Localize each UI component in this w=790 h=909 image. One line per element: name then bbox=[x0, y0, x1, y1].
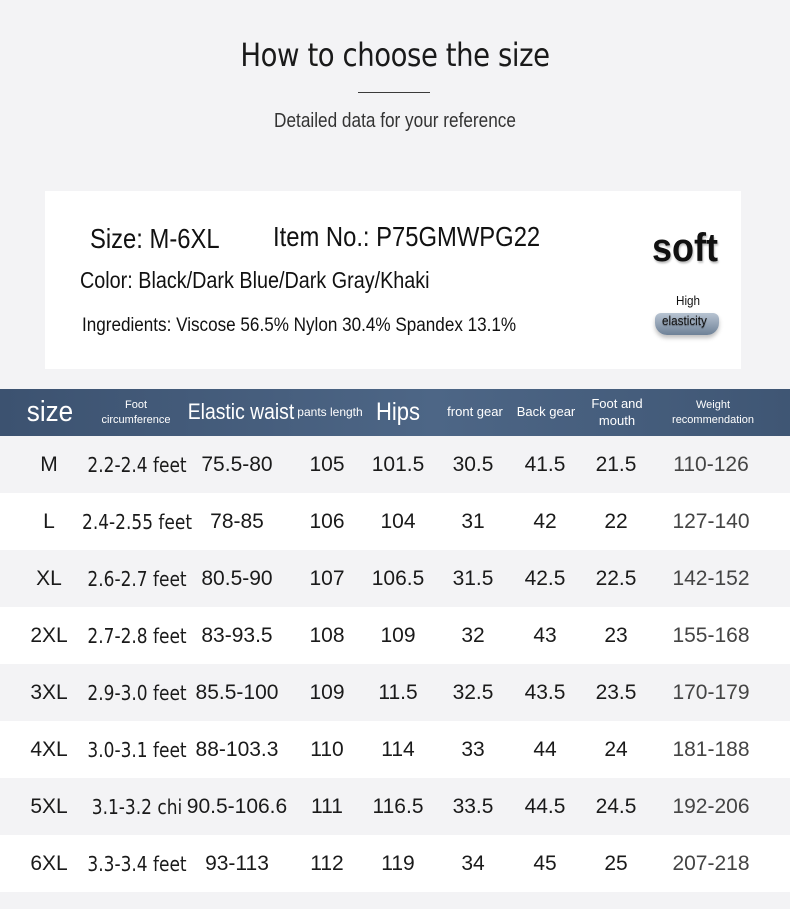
ingredients: Ingredients: Viscose 56.5% Nylon 30.4% Spandex 13.1% bbox=[82, 315, 517, 336]
cell-elastic-waist: 75.5-80 bbox=[201, 452, 273, 476]
cell-hips: 101.5 bbox=[371, 452, 425, 476]
cell-size: 3XL bbox=[30, 680, 68, 704]
header-weight-recommendation: Weight recommendation bbox=[672, 399, 754, 426]
cell-back-gear: 45 bbox=[533, 851, 557, 875]
cell-size: 2XL bbox=[30, 623, 68, 647]
cell-back-gear: 43.5 bbox=[524, 680, 566, 704]
cell-front-gear: 32.5 bbox=[452, 680, 494, 704]
cell-back-gear: 42 bbox=[533, 509, 557, 533]
header-foot-and-mouth: Foot and mouth bbox=[591, 395, 643, 428]
cell-back-gear: 43 bbox=[533, 623, 557, 647]
table-row bbox=[0, 835, 790, 892]
cell-weight: 142-152 bbox=[672, 566, 750, 590]
table-row bbox=[0, 550, 790, 607]
header-back-gear: Back gear bbox=[516, 404, 576, 420]
header-elastic-waist: Elastic waist bbox=[187, 399, 295, 425]
cell-foot-circumference: 2.9-3.0 feet bbox=[87, 680, 187, 705]
table-row bbox=[0, 778, 790, 835]
cell-size: M bbox=[40, 452, 58, 476]
cell-weight: 181-188 bbox=[672, 737, 750, 761]
table-row bbox=[0, 493, 790, 550]
table-row bbox=[0, 607, 790, 664]
cell-foot-and-mouth: 23.5 bbox=[595, 680, 637, 704]
size-table-header bbox=[0, 389, 790, 436]
cell-elastic-waist: 88-103.3 bbox=[195, 737, 279, 761]
cell-elastic-waist: 90.5-106.6 bbox=[186, 794, 288, 818]
cell-foot-and-mouth: 24.5 bbox=[595, 794, 637, 818]
cell-size: 5XL bbox=[30, 794, 68, 818]
cell-foot-circumference: 2.2-2.4 feet bbox=[87, 452, 187, 477]
color-options: Color: Black/Dark Blue/Dark Gray/Khaki bbox=[80, 267, 430, 293]
cell-foot-circumference: 2.7-2.8 feet bbox=[87, 623, 187, 648]
cell-back-gear: 44.5 bbox=[524, 794, 566, 818]
cell-pants-length: 106 bbox=[309, 509, 345, 533]
cell-weight: 155-168 bbox=[672, 623, 750, 647]
cell-front-gear: 31.5 bbox=[452, 566, 494, 590]
cell-weight: 127-140 bbox=[672, 509, 750, 533]
cell-elastic-waist: 83-93.5 bbox=[201, 623, 273, 647]
cell-size: XL bbox=[36, 566, 62, 590]
cell-foot-and-mouth: 23 bbox=[604, 623, 628, 647]
cell-hips: 106.5 bbox=[371, 566, 425, 590]
title-divider bbox=[358, 92, 430, 93]
cell-pants-length: 105 bbox=[309, 452, 345, 476]
cell-front-gear: 32 bbox=[461, 623, 485, 647]
cell-front-gear: 31 bbox=[461, 509, 485, 533]
badge-elasticity-text: elasticity bbox=[662, 313, 707, 328]
soft-label: soft bbox=[652, 226, 718, 270]
header-foot-circumference: Foot circumference bbox=[101, 399, 171, 426]
cell-front-gear: 30.5 bbox=[452, 452, 494, 476]
cell-weight: 170-179 bbox=[672, 680, 750, 704]
size-range: Size: M-6XL bbox=[90, 223, 220, 254]
cell-hips: 114 bbox=[381, 737, 415, 761]
cell-foot-circumference: 3.1-3.2 chi bbox=[91, 794, 183, 819]
cell-foot-circumference: 3.0-3.1 feet bbox=[87, 737, 187, 762]
header-pants-length: pants length bbox=[297, 405, 363, 419]
cell-pants-length: 112 bbox=[310, 851, 344, 875]
cell-foot-and-mouth: 22 bbox=[604, 509, 628, 533]
header-hips: Hips bbox=[375, 398, 420, 427]
cell-pants-length: 108 bbox=[309, 623, 345, 647]
cell-elastic-waist: 78-85 bbox=[210, 509, 264, 533]
cell-weight: 110-126 bbox=[673, 452, 749, 476]
item-number: Item No.: P75GMWPG22 bbox=[273, 221, 541, 252]
page-title: How to choose the size bbox=[240, 36, 550, 74]
cell-foot-circumference: 2.4-2.55 feet bbox=[82, 509, 192, 534]
cell-hips: 104 bbox=[380, 509, 416, 533]
cell-foot-and-mouth: 21.5 bbox=[595, 452, 637, 476]
cell-elastic-waist: 93-113 bbox=[205, 851, 269, 875]
cell-foot-and-mouth: 25 bbox=[604, 851, 628, 875]
table-row bbox=[0, 721, 790, 778]
page-subtitle: Detailed data for your reference bbox=[274, 110, 516, 132]
cell-weight: 192-206 bbox=[672, 794, 750, 818]
cell-size: L bbox=[43, 509, 55, 533]
cell-pants-length: 111 bbox=[311, 794, 343, 818]
cell-foot-and-mouth: 22.5 bbox=[595, 566, 637, 590]
cell-size: 4XL bbox=[30, 737, 68, 761]
cell-foot-and-mouth: 24 bbox=[604, 737, 628, 761]
cell-front-gear: 33.5 bbox=[452, 794, 494, 818]
header-front-gear: front gear bbox=[447, 404, 503, 420]
cell-pants-length: 109 bbox=[309, 680, 345, 704]
table-row bbox=[0, 436, 790, 493]
cell-hips: 109 bbox=[380, 623, 416, 647]
badge-high-text: High bbox=[676, 293, 701, 308]
table-row bbox=[0, 664, 790, 721]
cell-back-gear: 42.5 bbox=[524, 566, 566, 590]
header-size: size bbox=[26, 395, 74, 428]
cell-foot-circumference: 3.3-3.4 feet bbox=[87, 851, 187, 876]
cell-size: 6XL bbox=[30, 851, 68, 875]
cell-elastic-waist: 80.5-90 bbox=[201, 566, 273, 590]
cell-front-gear: 33 bbox=[461, 737, 485, 761]
cell-pants-length: 107 bbox=[309, 566, 345, 590]
cell-foot-circumference: 2.6-2.7 feet bbox=[87, 566, 187, 591]
cell-front-gear: 34 bbox=[461, 851, 485, 875]
cell-weight: 207-218 bbox=[672, 851, 750, 875]
cell-hips: 119 bbox=[381, 851, 415, 875]
cell-back-gear: 41.5 bbox=[524, 452, 566, 476]
cell-pants-length: 110 bbox=[310, 737, 344, 761]
cell-back-gear: 44 bbox=[533, 737, 557, 761]
cell-hips: 11.5 bbox=[378, 680, 418, 704]
cell-hips: 116.5 bbox=[372, 794, 424, 818]
product-info-card bbox=[45, 191, 741, 369]
cell-elastic-waist: 85.5-100 bbox=[195, 680, 279, 704]
